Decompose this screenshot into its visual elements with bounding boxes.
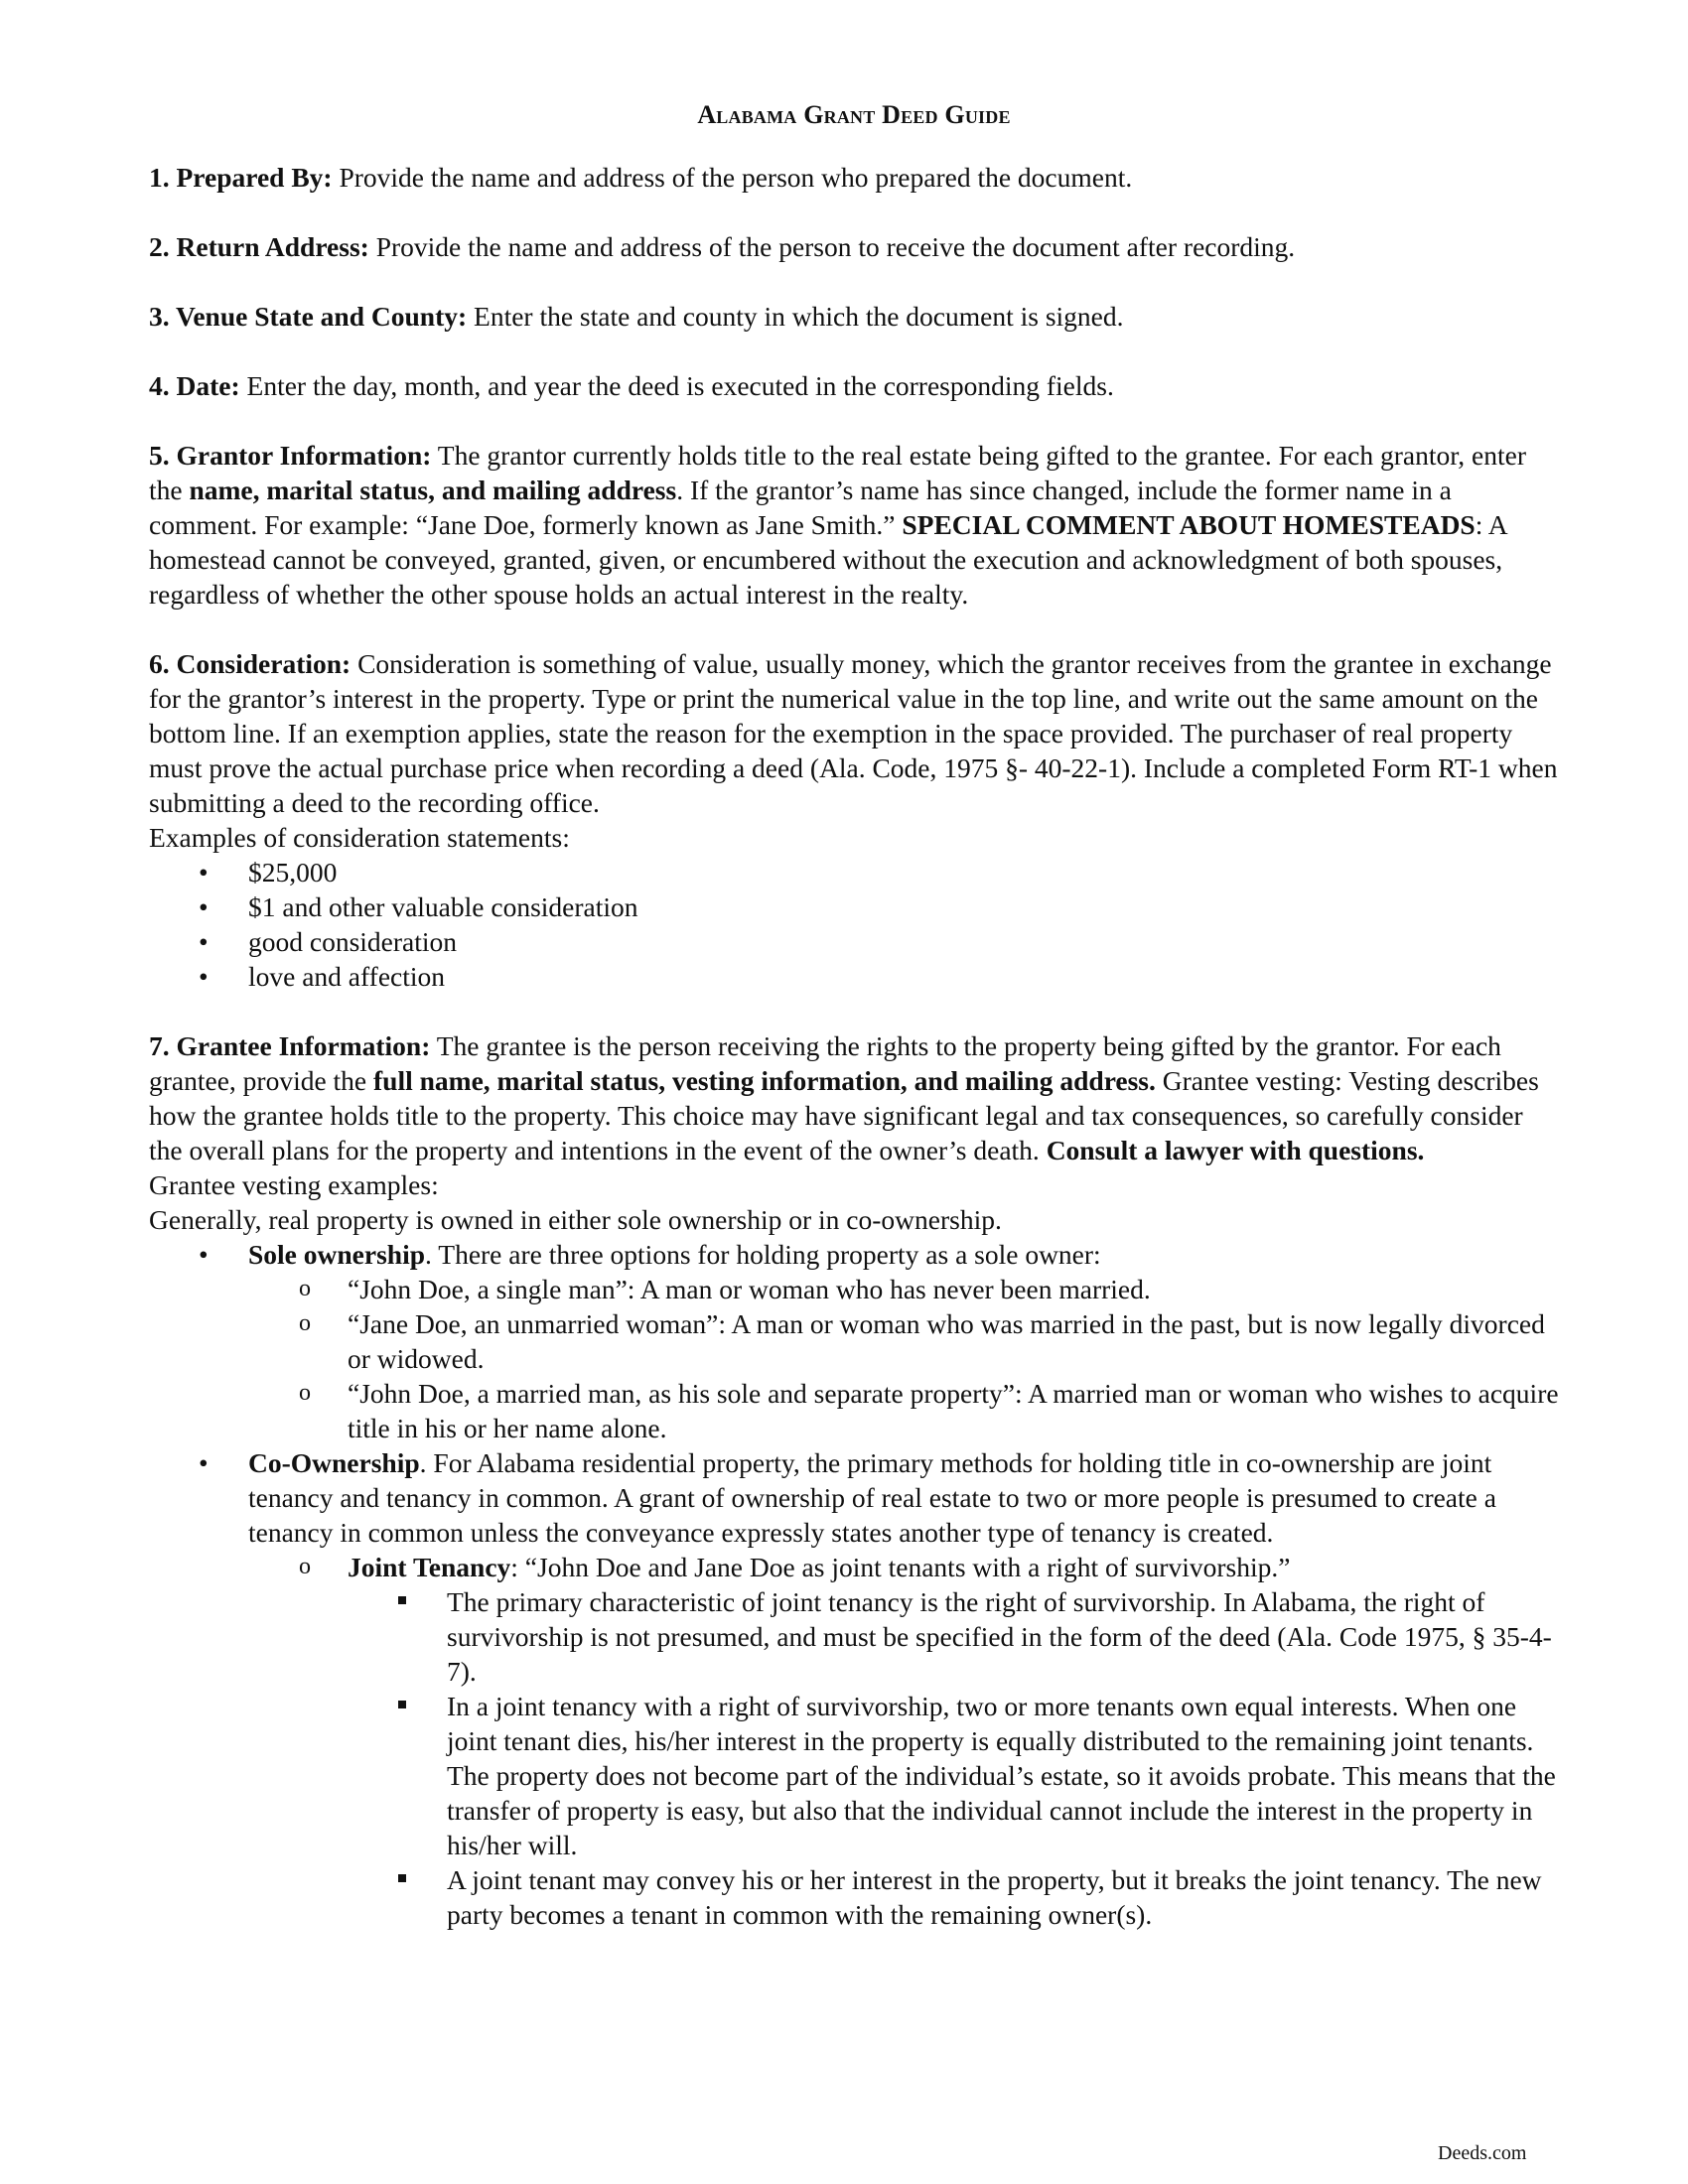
section-consideration [149,646,1559,855]
list-item: o “John Doe, a single man”: A man or woman who has never been married. [248,1272,1559,1306]
vesting-list [149,1237,1559,1932]
list-item-co-ownership [149,1445,1559,1932]
examples-label: Examples of consideration statements: [149,822,570,853]
section-return-address [149,229,1559,264]
list-text: : “John Doe and Jane Doe as joint tenants with a right of survivorship.” [510,1552,1291,1582]
section-text: : A homestead cannot be conveyed, granted, given, or encumbered without the execution and acknowledgment of both spouses, regardless of whether the other spouse holds an actual interest in the realty. [149,509,1507,610]
co-ownership-list [248,1550,1559,1932]
section-heading: 3. Venue State and County: [149,301,468,332]
list-text: . There are three options for holding property as a sole owner: [425,1239,1101,1270]
section-grantee-information [149,1028,1559,1237]
list-item: o “Jane Doe, an unmarried woman”: A man or woman who was married in the past, but is now legally divorced or widowed. [248,1306,1559,1376]
vesting-label: Grantee vesting examples: [149,1169,439,1200]
list-item: o “John Doe, a married man, as his sole and separate property”: A married man or woman who wishes to acquire title in his or her name alone. [248,1376,1559,1445]
section-text: The grantor currently holds title to the real estate being gifted to the grantee. For each grantor, enter the [149,440,1526,505]
section-heading: 7. Grantee Information: [149,1030,431,1061]
section-text: Grantee vesting: Vesting describes how the grantee holds title to the property. This choice may have significant legal and tax consequences, so carefully consider the overall plans for the property and intentions in the event of the owner’s death. [149,1065,1539,1165]
joint-tenancy-points [348,1584,1559,1932]
list-item: In a joint tenancy with a right of survivorship, two or more tenants own equal interests. When one joint tenant dies, his/her interest in the property is equally distributed to the remaining joint tenants. The property does not become part of the individual’s estate, so it avoids probate. This means that the transfer of property is easy, but also that the individual cannot include the interest in the property in his/her will. [348,1689,1559,1862]
list-item: The primary characteristic of joint tenancy is the right of survivorship. In Alabama, the right of survivorship is not presumed, and must be specified in the form of the deed (Ala. Code 1975, § 35-4-7). [348,1584,1559,1689]
section-text: Enter the day, month, and year the deed is executed in the corresponding fields. [239,370,1114,401]
list-item-joint-tenancy [248,1550,1559,1932]
bold-phrase: full name, marital status, vesting information, and mailing address. [373,1065,1156,1096]
sole-options-list [248,1272,1559,1445]
list-heading: Co-Ownership [248,1447,420,1478]
vesting-general: Generally, real property is owned in either sole ownership or in co-ownership. [149,1204,1002,1235]
list-item: A joint tenant may convey his or her interest in the property, but it breaks the joint tenancy. The new party becomes a tenant in common with the remaining owner(s). [348,1862,1559,1932]
list-item: • good consideration [149,924,1559,959]
section-heading: 2. Return Address: [149,231,369,262]
document-page [149,97,1559,1932]
list-item: • $1 and other valuable consideration [149,889,1559,924]
section-text: Provide the name and address of the person to receive the document after recording. [368,231,1296,262]
homestead-heading: SPECIAL COMMENT ABOUT HOMESTEADS [902,509,1476,540]
list-item: • love and affection [149,959,1559,994]
consideration-examples-list [149,855,1559,994]
section-heading: 4. Date: [149,370,240,401]
section-date [149,368,1559,403]
bold-phrase: Consult a lawyer with questions. [1046,1135,1425,1165]
section-heading: 1. Prepared By: [149,162,333,193]
section-text: . If the grantor’s name has since changed, include the former name in a comment. For example: “Jane Doe, formerly known as Jane Smith.” [149,475,1452,540]
list-heading: Joint Tenancy [348,1552,511,1582]
list-text: . For Alabama residential property, the primary methods for holding title in co-ownership are joint tenancy and tenancy in common. A grant of ownership of real estate to two or more people is presumed to create a tenancy in common unless the conveyance expressly states another type of tenancy is created. [248,1447,1496,1548]
section-text: Consideration is something of value, usually money, which the grantor receives from the grantee in exchange for the grantor’s interest in the property. Type or print the numerical value in the top line, and write out the same amount on the bottom line. If an exemption applies, state the reason for the exemption in the space provided. The purchaser of real property must prove the actual purchase price when recording a deed (Ala. Code, 1975 §- 40-22-1). Include a completed Form RT-1 when submitting a deed to the recording office. [149,648,1558,818]
section-text: The grantee is the person receiving the rights to the property being gifted by the grantor. For each grantee, provide the [149,1030,1501,1096]
footer-brand: Deeds.com [1438,2142,1527,2164]
section-heading: 5. Grantor Information: [149,440,432,471]
section-text: Provide the name and address of the person who prepared the document. [332,162,1133,193]
section-text: Enter the state and county in which the document is signed. [467,301,1124,332]
section-grantor-information [149,438,1559,612]
bold-phrase: name, marital status, and mailing address [189,475,677,505]
section-venue [149,299,1559,334]
section-prepared-by [149,160,1559,195]
section-heading: 6. Consideration: [149,648,352,679]
document-title: Alabama Grant Deed Guide [697,100,1011,129]
list-item: • $25,000 [149,855,1559,889]
list-heading: Sole ownership [248,1239,426,1270]
list-item-sole-ownership [149,1237,1559,1445]
